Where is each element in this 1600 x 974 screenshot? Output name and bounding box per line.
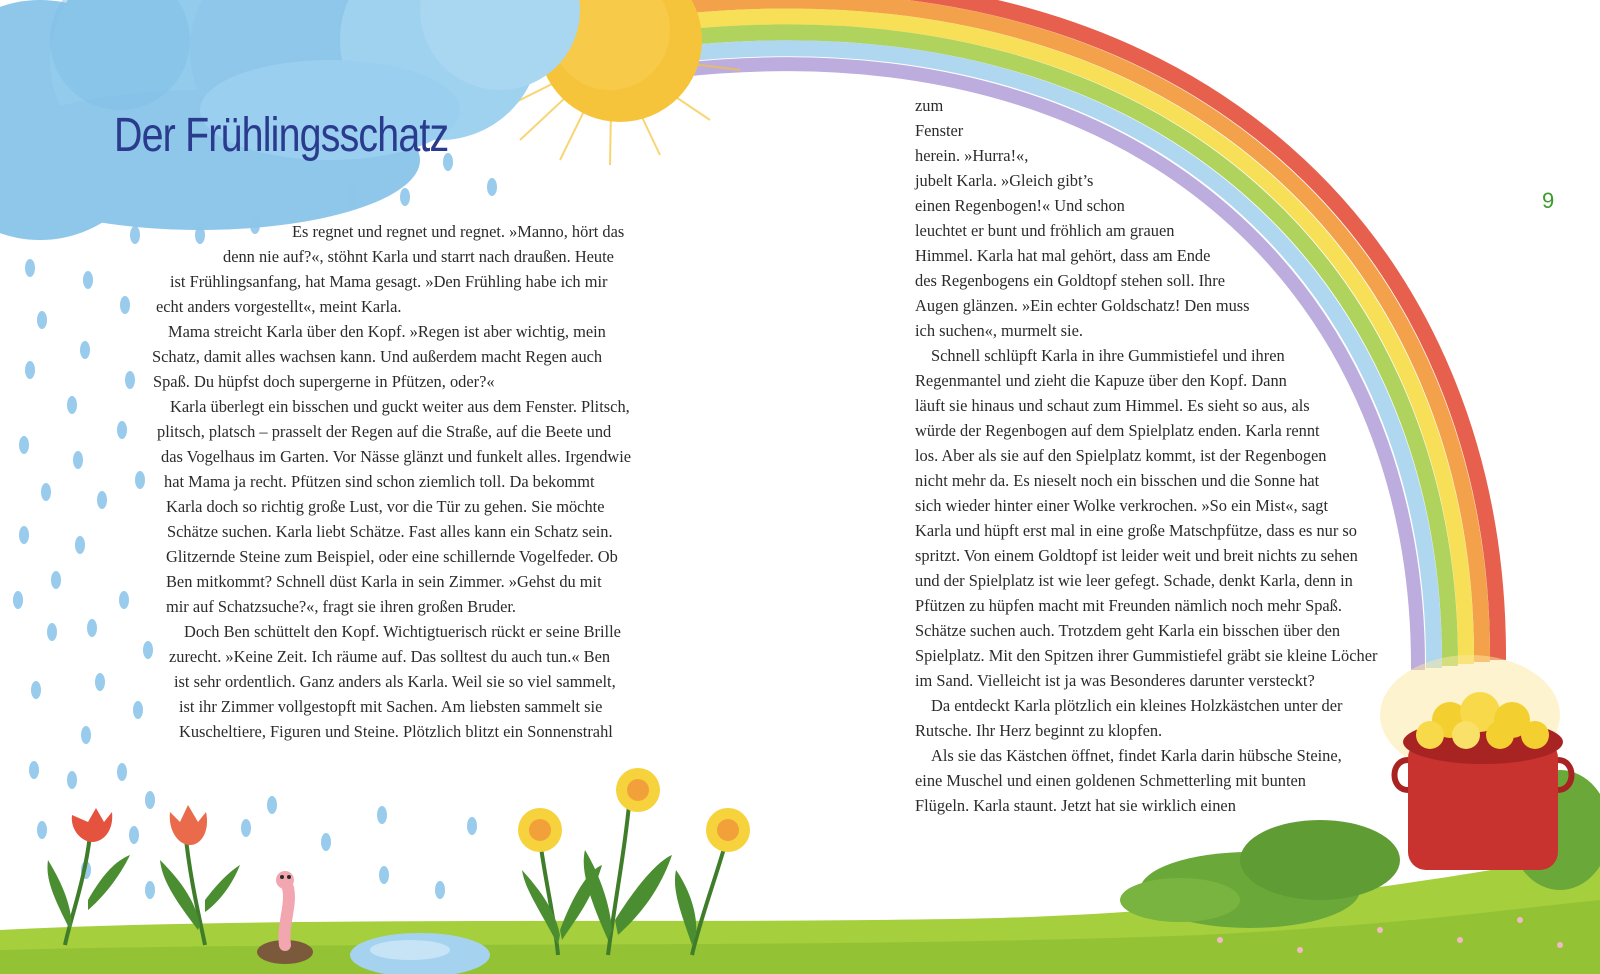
text-line: ich suchen«, murmelt sie. (915, 321, 1083, 340)
text-line: Karla doch so richtig große Lust, vor die Tür zu gehen. Sie möchte (166, 497, 605, 516)
worm (257, 871, 313, 964)
text-line: eine Muschel und einen goldenen Schmetterling mit bunten (915, 771, 1307, 790)
text-line: Flügeln. Karla staunt. Jetzt hat sie wirklich einen (915, 796, 1236, 815)
text-line: Glitzernde Steine zum Beispiel, oder eine schillernde Vogelfeder. Ob (166, 547, 618, 566)
text-line: Mama streicht Karla über den Kopf. »Regen ist aber wichtig, mein (168, 322, 606, 341)
text-line: herein. »Hurra!«, (915, 146, 1029, 165)
text-line: Karla überlegt ein bisschen und guckt weiter aus dem Fenster. Plitsch, (170, 397, 630, 416)
text-line: Schatz, damit alles wachsen kann. Und außerdem macht Regen auch (152, 347, 603, 366)
text-line: ist sehr ordentlich. Ganz anders als Karla. Weil sie so viel sammelt, (174, 672, 616, 691)
text-line: Spaß. Du hüpfst doch supergerne in Pfützen, oder?« (153, 372, 495, 391)
text-line: Rutsche. Ihr Herz beginnt zu klopfen. (915, 721, 1163, 740)
text-line: denn nie auf?«, stöhnt Karla und starrt nach draußen. Heute (223, 247, 614, 266)
rainbow (680, 0, 1498, 670)
text-line: ist Frühlingsanfang, hat Mama gesagt. »Den Frühling habe ich mir (170, 272, 608, 291)
pot-of-gold (1380, 655, 1572, 870)
text-line: Schnell schlüpft Karla in ihre Gummistiefel und ihren (931, 346, 1285, 365)
text-line: des Regenbogens ein Goldtopf stehen soll. Ihre (915, 271, 1225, 290)
text-line: zurecht. »Keine Zeit. Ich räume auf. Das solltest du auch tun.« Ben (169, 647, 611, 666)
text-line: Regenmantel und zieht die Kapuze über den Kopf. Dann (915, 371, 1287, 390)
text-line: und der Spielplatz ist wie leer gefegt. Schade, denkt Karla, denn in (915, 571, 1353, 590)
text-line: echt anders vorgestellt«, meint Karla. (156, 297, 402, 316)
text-line: im Sand. Vielleicht ist ja was Besonderes darunter versteckt? (915, 671, 1315, 690)
text-line: zum (915, 96, 944, 115)
text-line: Kuscheltiere, Figuren und Steine. Plötzlich blitzt ein Sonnenstrahl (179, 722, 613, 741)
page-title: Der Frühlingsschatz (114, 109, 449, 162)
text-line: Es regnet und regnet und regnet. »Manno, hört das (292, 222, 625, 241)
text-line: Spielplatz. Mit den Spitzen ihrer Gummistiefel gräbt sie kleine Löcher (915, 646, 1378, 665)
text-line: leuchtet er bunt und fröhlich am grauen (915, 221, 1175, 240)
text-line: Als sie das Kästchen öffnet, findet Karla darin hübsche Steine, (931, 746, 1342, 765)
text-line: Da entdeckt Karla plötzlich ein kleines Holzkästchen unter der (931, 696, 1343, 715)
text-line: läuft sie hinaus und schaut zum Himmel. Es sieht so aus, als (915, 396, 1310, 415)
text-line: sich wieder hinter einer Wolke verkrochen. »So ein Mist«, sagt (915, 496, 1329, 515)
text-line: würde der Regenbogen auf dem Spielplatz enden. Karla rennt (915, 421, 1320, 440)
text-line: das Vogelhaus im Garten. Vor Nässe glänzt und funkelt alles. Irgendwie (161, 447, 632, 466)
text-line: nicht mehr da. Es nieselt noch ein bisschen und die Sonne hat (915, 471, 1320, 490)
text-line: Doch Ben schüttelt den Kopf. Wichtigtuerisch rückt er seine Brille (184, 622, 621, 641)
text-line: einen Regenbogen!« Und schon (915, 196, 1125, 215)
text-line: ist ihr Zimmer vollgestopft mit Sachen. Am liebsten sammelt sie (179, 697, 603, 716)
text-line: Fenster (915, 121, 964, 140)
text-line: spritzt. Von einem Goldtopf ist leider weit und breit nichts zu sehen (915, 546, 1358, 565)
text-line: plitsch, platsch – prasselt der Regen auf die Straße, auf die Beete und (157, 422, 612, 441)
text-line: Augen glänzen. »Ein echter Goldschatz! Den muss (915, 296, 1250, 315)
text-line: Karla und hüpft erst mal in eine große Matschpfütze, dass es nur so (915, 521, 1357, 540)
text-line: mir auf Schatzsuche?«, fragt sie ihren großen Bruder. (166, 597, 516, 616)
text-line: Schätze suchen auch. Trotzdem geht Karla ein bisschen über den (915, 621, 1341, 640)
text-line: Schätze suchen. Karla liebt Schätze. Fast alles kann ein Schatz sein. (167, 522, 613, 541)
text-line: jubelt Karla. »Gleich gibt’s (915, 171, 1094, 190)
text-line: hat Mama ja recht. Pfützen sind schon ziemlich toll. Da bekommt (164, 472, 595, 491)
text-line: Ben mitkommt? Schnell düst Karla in sein Zimmer. »Gehst du mit (166, 572, 602, 591)
text-line: Pfützen zu hüpfen macht mit Freunden nämlich noch mehr Spaß. (915, 596, 1342, 615)
page-number: 9 (1542, 188, 1555, 213)
text-line: los. Aber als sie auf den Spielplatz kommt, ist der Regenbogen (915, 446, 1327, 465)
text-line: Himmel. Karla hat mal gehört, dass am Ende (915, 246, 1211, 265)
